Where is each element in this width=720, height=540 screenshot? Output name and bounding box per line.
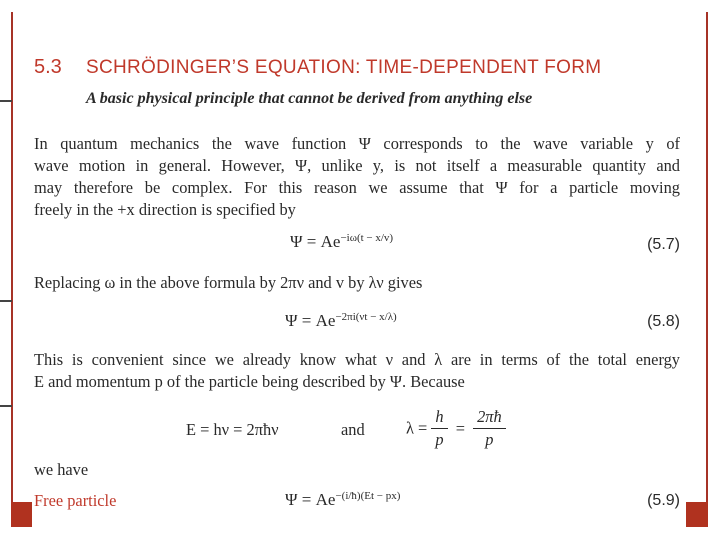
- equation-5-8: [285, 311, 397, 331]
- energy-relation: E = hν = 2πħν: [186, 420, 279, 439]
- free-particle-label: Free particle: [34, 491, 117, 510]
- paragraph-line: E and momentum p of the particle being described by Ψ. Because: [34, 372, 465, 391]
- equals-sign: =: [455, 418, 465, 438]
- section-number: 5.3: [34, 56, 62, 78]
- equation-exponent: −iω(t − x/v): [340, 232, 394, 244]
- fraction-denominator: p: [485, 430, 494, 449]
- paragraph-line: may therefore be complex. For this reason we assume that Ψ for a particle moving: [34, 178, 680, 197]
- section-subtitle: A basic physical principle that cannot be derived from anything else: [86, 90, 533, 107]
- and-word: and: [341, 420, 365, 439]
- equation-lhs: Ψ = Ae: [285, 311, 336, 330]
- lambda-relation: [406, 406, 506, 451]
- we-have-text: we have: [34, 460, 89, 479]
- fraction-h-over-p: [431, 406, 447, 451]
- equation-lhs: Ψ = Ae: [285, 490, 336, 509]
- fraction-2pi-hbar-over-p: [473, 406, 506, 451]
- equation-exponent: −2πi(νt − x/λ): [335, 311, 397, 323]
- fraction-denominator: p: [435, 430, 444, 449]
- equation-number-5-7: (5.7): [647, 236, 680, 253]
- equation-number-5-8: (5.8): [647, 313, 680, 330]
- paragraph-energy-momentum: [34, 349, 680, 393]
- replacing-sentence: Replacing ω in the above formula by 2πν and v by λν gives: [34, 273, 423, 292]
- paragraph-wave-function: [34, 133, 680, 221]
- equation-5-7: [290, 232, 393, 252]
- lambda-lhs: λ =: [406, 418, 428, 438]
- fraction-numerator: h: [431, 406, 447, 429]
- equation-5-9: [285, 490, 400, 510]
- margin-tick: [0, 100, 12, 102]
- paragraph-line: In quantum mechanics the wave function Ψ corresponds to the wave variable y of: [34, 134, 680, 153]
- fraction-numerator: 2πħ: [473, 406, 506, 429]
- margin-tick: [0, 300, 12, 302]
- section-title: SCHRÖDINGER’S EQUATION: TIME-DEPENDENT FORM: [86, 57, 602, 78]
- paragraph-line: freely in the +x direction is specified by: [34, 200, 296, 219]
- equation-number-5-9: (5.9): [647, 492, 680, 509]
- frame-left-border: [11, 12, 13, 527]
- frame-right-border: [706, 12, 708, 527]
- margin-tick: [0, 405, 12, 407]
- equation-exponent: −(i/ħ)(Et − px): [335, 490, 401, 502]
- equation-lhs: Ψ = Ae: [290, 232, 341, 251]
- paragraph-line: wave motion in general. However, Ψ, unlike y, is not itself a measurable quantity and: [34, 156, 680, 175]
- paragraph-line: This is convenient since we already know what ν and λ are in terms of the total energy: [34, 350, 680, 369]
